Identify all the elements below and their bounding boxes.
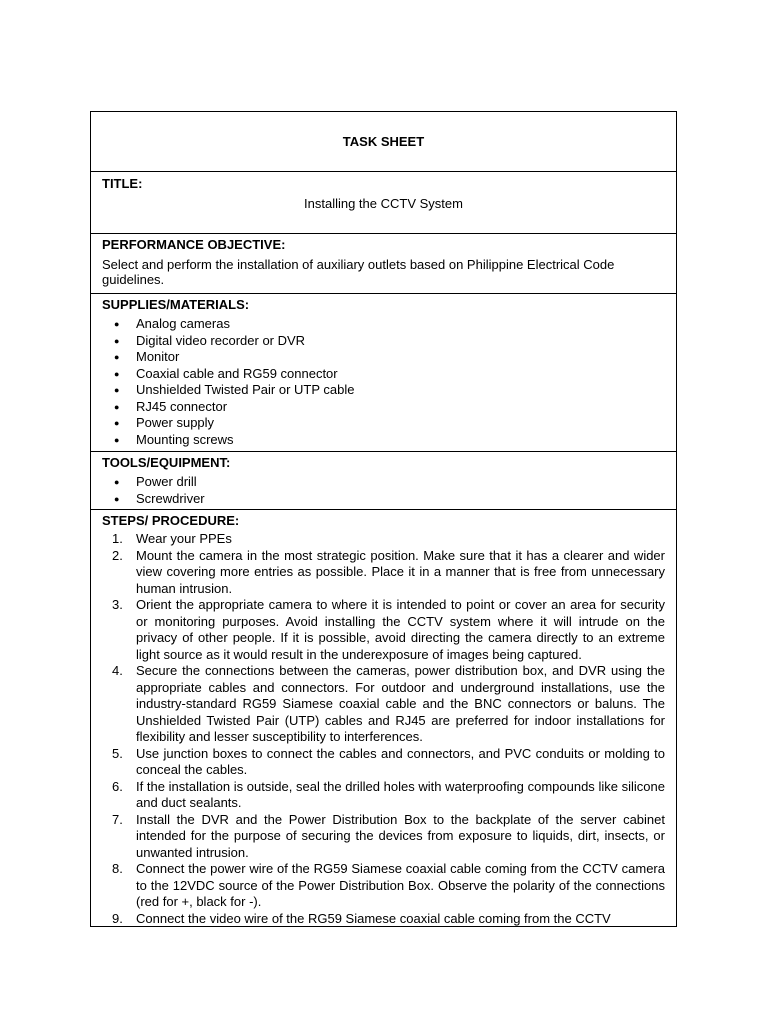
list-item: ● Mounting screws (114, 431, 234, 447)
supplies-label: SUPPLIES/MATERIALS: (102, 297, 250, 312)
step-number: 5. (112, 745, 123, 761)
step-item: 1. Wear your PPEs (112, 531, 232, 546)
list-item: ● Coaxial cable and RG59 connector (114, 365, 338, 381)
bullet-icon: ● (114, 335, 120, 346)
bullet-icon: ● (114, 368, 120, 379)
step-item: 6. If the installation is outside, seal the drilled holes with waterproofing compounds like silicone and duct sealants. (112, 778, 665, 810)
bullet-icon: ● (114, 477, 120, 487)
step-item: 5. Use junction boxes to connect the cables and connectors, and PVC conduits or molding to conceal the cables. (112, 745, 665, 777)
step-number: 3. (112, 597, 123, 612)
list-item: ● Screwdriver (114, 490, 205, 506)
title-section (91, 172, 676, 234)
step-item: 8. Connect the power wire of the RG59 Siamese coaxial cable coming from the CCTV camera to the 12VDC source of the Power Distribution Box. Observe the polarity of the connections (red for +, black for -). (112, 861, 665, 909)
bullet-icon: ● (114, 385, 120, 395)
step-item: 4. Secure the connections between the cameras, power distribution box, and DVR using the appropriate cables and connectors. For outdoor and underground installations, use the industry-standard RG59 Siamese coaxial cable and the BNC connectors or baluns. The Unshielded Twisted Pair (UTP) cables and RJ45 are preferred for indoor installations for flexibility and lesser susceptibility to interferences. (112, 663, 665, 744)
bullet-icon: ● (114, 319, 120, 329)
step-number: 7. (112, 811, 123, 827)
title-value: Installing the CCTV System (304, 196, 463, 211)
bullet-icon: ● (114, 401, 120, 412)
step-item: 7. Install the DVR and the Power Distribution Box to the backplate of the server cabinet intended for the purpose of securing the devices from exposure to liquids, dirt, insects, or unwanted intrusion. (112, 811, 665, 860)
step-number: 6. (112, 778, 123, 794)
tools-list (102, 474, 665, 507)
task-sheet-title: TASK SHEET (342, 134, 425, 149)
step-number: 8. (112, 861, 123, 876)
steps-section (91, 510, 676, 927)
bullet-icon: ● (114, 352, 120, 362)
performance-objective-text: Select and perform the installation of auxiliary outlets based on Philippine Electrical Code guidelines. (102, 257, 615, 287)
step-item: 2. Mount the camera in the most strategic position. Make sure that it has a clearer and wider view covering more entries as possible. Place it in a manner that is free from unnecessary human intrusion. (112, 547, 665, 596)
task-sheet-table (90, 111, 677, 927)
steps-label: STEPS/ PROCEDURE: (102, 513, 240, 528)
step-number: 1. (112, 531, 123, 546)
steps-list (102, 531, 665, 927)
performance-objective-section (91, 234, 676, 294)
step-number: 4. (112, 663, 123, 678)
step-number: 9. (112, 910, 123, 926)
tools-label: TOOLS/EQUIPMENT: (102, 455, 231, 470)
list-item: ● Power drill (114, 474, 197, 489)
list-item: ● Monitor (114, 349, 180, 364)
supplies-list (102, 316, 665, 448)
list-item: ● Digital video recorder or DVR (114, 332, 306, 348)
task-sheet-header (91, 112, 676, 172)
tools-section (91, 452, 676, 510)
list-item: ● RJ45 connector (114, 398, 228, 414)
supplies-section (91, 294, 676, 452)
list-item: ● Power supply (114, 415, 215, 430)
performance-objective-label: PERFORMANCE OBJECTIVE: (102, 237, 286, 252)
bullet-icon: ● (114, 493, 120, 504)
step-item: 3. Orient the appropriate camera to where it is intended to point or cover an area for security or monitoring purposes. Avoid installing the CCTV system where it will intrude on the privacy of other people. If it is possible, avoid directing the camera directly to an extreme light source as it would result in the underexposure of images being captured. (112, 597, 665, 662)
step-number: 2. (112, 547, 123, 563)
step-item: 9. Connect the video wire of the RG59 Siamese coaxial cable coming from the CCTV (112, 910, 611, 926)
title-label: TITLE: (102, 176, 143, 191)
bullet-icon: ● (114, 418, 120, 428)
list-item: ● Unshielded Twisted Pair or UTP cable (114, 382, 355, 397)
bullet-icon: ● (114, 434, 120, 445)
list-item: ● Analog cameras (114, 316, 230, 331)
